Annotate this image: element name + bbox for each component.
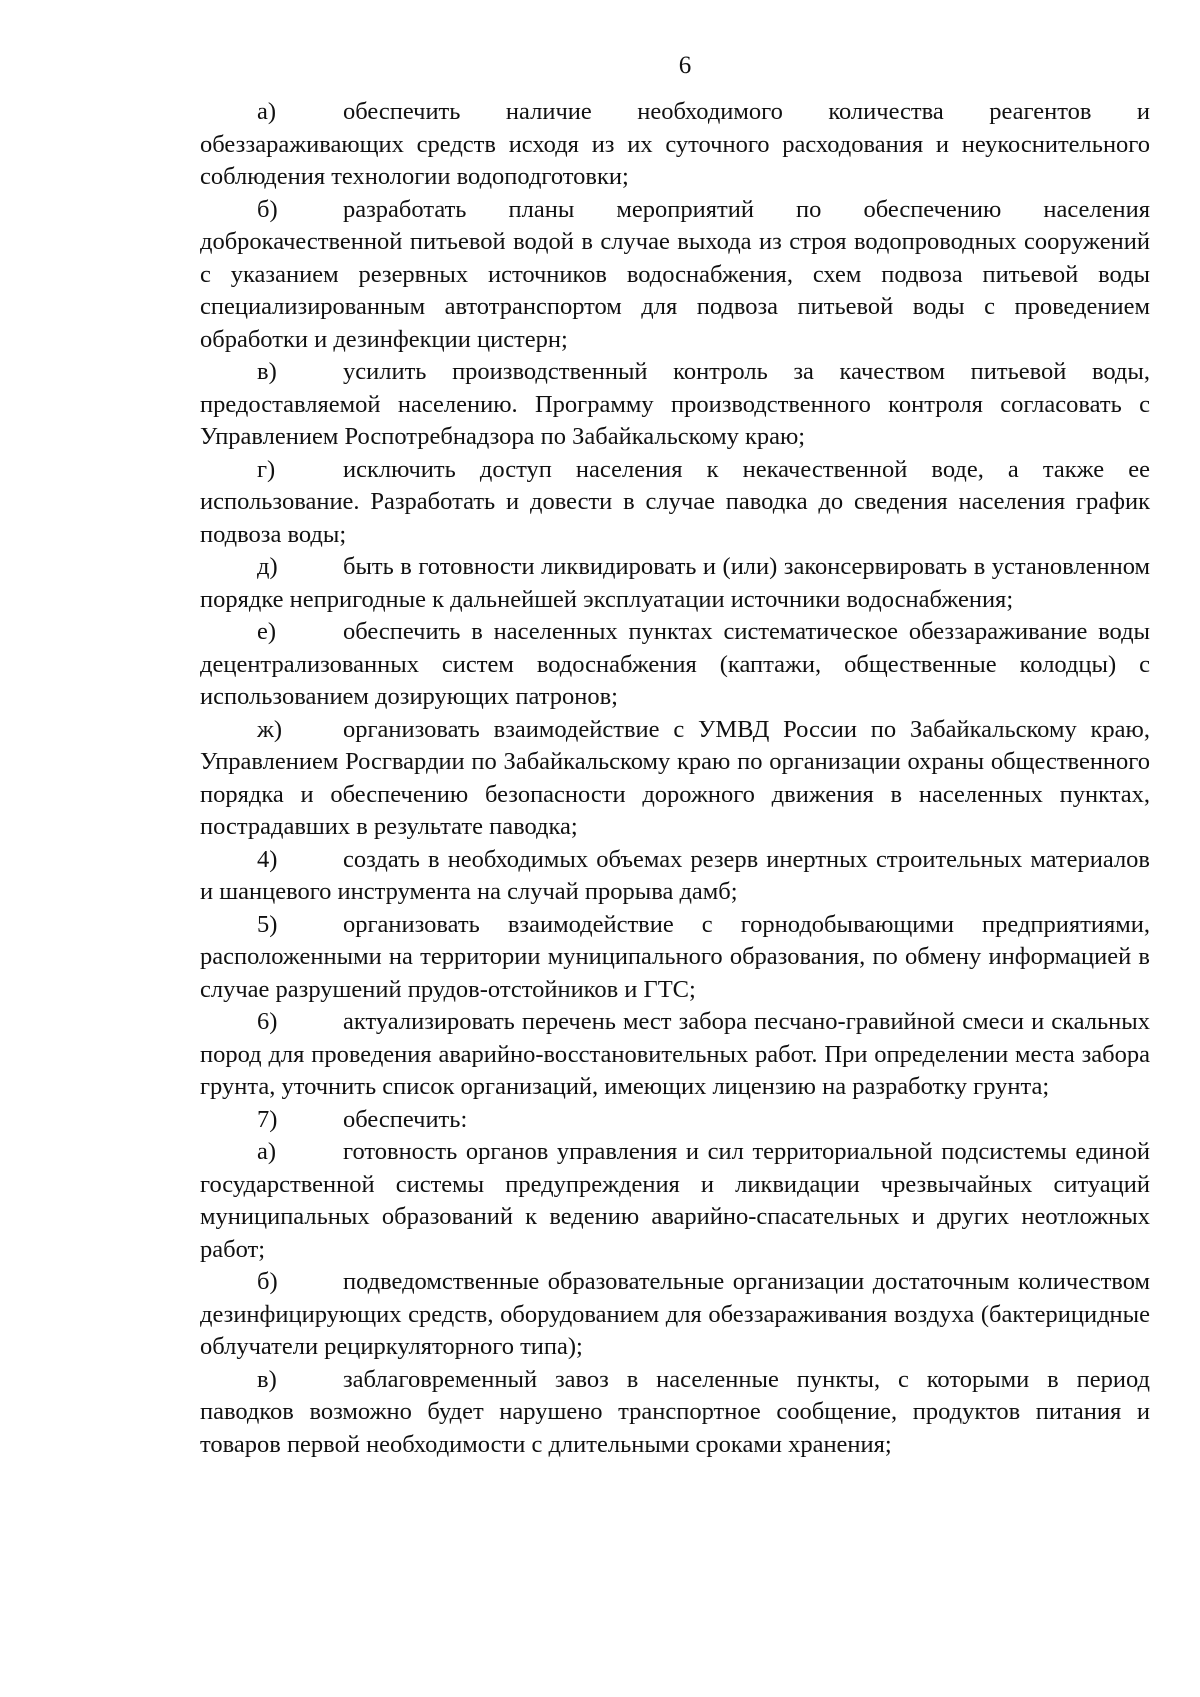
paragraph: [200, 356, 1150, 454]
page-number: 6: [678, 52, 692, 79]
paragraph-text: готовность органов управления и сил территориальной подсистемы единой государственной системы предупреждения и ликвидации чрезвычайных ситуаций муниципальных образований к ведению аварийно-спасательных и других неотложных работ;: [200, 1138, 1150, 1263]
paragraph: [200, 909, 1150, 1007]
paragraph-marker: б): [257, 1268, 278, 1295]
paragraph-text: обеспечить наличие необходимого количества реагентов и обеззараживающих средств исходя из их суточного расходования и неукоснительного соблюдения технологии водоподготовки;: [200, 98, 1150, 190]
paragraph: [200, 1266, 1150, 1364]
paragraph-marker: е): [257, 618, 277, 645]
paragraph: [200, 844, 1150, 909]
paragraph-text: исключить доступ населения к некачественной воде, а также ее использование. Разработать и довести в случае паводка до сведения населения график подвоза воды;: [200, 455, 1150, 548]
paragraph: [200, 454, 1150, 552]
document-body: [200, 96, 1150, 1461]
paragraph-marker: а): [257, 98, 277, 125]
paragraph-text: создать в необходимых объемах резерв инертных строительных материалов и шанцевого инструмента на случай прорыва дамб;: [200, 845, 1150, 905]
paragraph: [200, 1364, 1150, 1462]
paragraph-marker: в): [257, 358, 277, 385]
paragraph-marker: 6): [257, 1008, 278, 1035]
paragraph-marker: д): [257, 553, 278, 580]
paragraph-text: организовать взаимодействие с УМВД России по Забайкальскому краю, Управлением Росгвардии по Забайкальскому краю по организации охраны общественного порядка и обеспечению безопасности дорожного движения в населенных пунктах, пострадавших в результате паводка;: [200, 715, 1150, 840]
paragraph-text: заблаговременный завоз в населенные пункты, с которыми в период паводков возможно будет нарушено транспортное сообщение, продуктов питания и товаров первой необходимости с длительными сроками хранения;: [200, 1365, 1150, 1458]
paragraph-text: обеспечить:: [343, 1105, 468, 1133]
paragraph-text: усилить производственный контроль за качеством питьевой воды, предоставляемой населению. Программу производственного контроля согласовать с Управлением Роспотребнадзора по Забайкальскому краю;: [200, 358, 1150, 450]
paragraph-text: подведомственные образовательные организации достаточным количеством дезинфицирующих средств, оборудованием для обеззараживания воздуха (бактерицидные облучатели рециркуляторного типа);: [200, 1268, 1150, 1360]
paragraph: [200, 714, 1150, 844]
paragraph-text: быть в готовности ликвидировать и (или) законсервировать в установленном порядке непригодные к дальнейшей эксплуатации источники водоснабжения;: [200, 553, 1150, 613]
paragraph: [200, 551, 1150, 616]
paragraph-marker: 5): [257, 910, 278, 938]
paragraph-text: актуализировать перечень мест забора песчано-гравийной смеси и скальных пород для проведения аварийно-восстановительных работ. При определении места забора грунта, уточнить список организаций, имеющих лицензию на разработку грунта;: [200, 1008, 1150, 1100]
paragraph-marker: б): [257, 195, 278, 223]
paragraph: [200, 194, 1150, 357]
paragraph-text: разработать планы мероприятий по обеспечению населения доброкачественной питьевой водой в случае выхода из строя водопроводных сооружений с указанием резервных источников водоснабжения, схем подвоза питьевой воды специализированным автотранспортом для подвоза питьевой воды с проведением обработки и дезинфекции цистерн;: [200, 195, 1150, 353]
paragraph-marker: а): [257, 1138, 277, 1165]
paragraph: [200, 616, 1150, 714]
paragraph-text: организовать взаимодействие с горнодобывающими предприятиями, расположенными на территории муниципального образования, по обмену информацией в случае разрушений прудов-отстойников и ГТС;: [200, 910, 1150, 1003]
paragraph: [200, 1006, 1150, 1104]
paragraph-marker: в): [257, 1365, 277, 1393]
paragraph-marker: 7): [257, 1105, 278, 1133]
paragraph-text: обеспечить в населенных пунктах систематическое обеззараживание воды децентрализованных систем водоснабжения (каптажи, общественные колодцы) с использованием дозирующих патронов;: [200, 618, 1150, 710]
paragraph: [200, 1136, 1150, 1266]
paragraph-marker: г): [257, 455, 276, 483]
paragraph-marker: 4): [257, 845, 278, 873]
paragraph-marker: ж): [257, 715, 283, 743]
paragraph: [200, 1104, 1150, 1137]
paragraph: [200, 96, 1150, 194]
